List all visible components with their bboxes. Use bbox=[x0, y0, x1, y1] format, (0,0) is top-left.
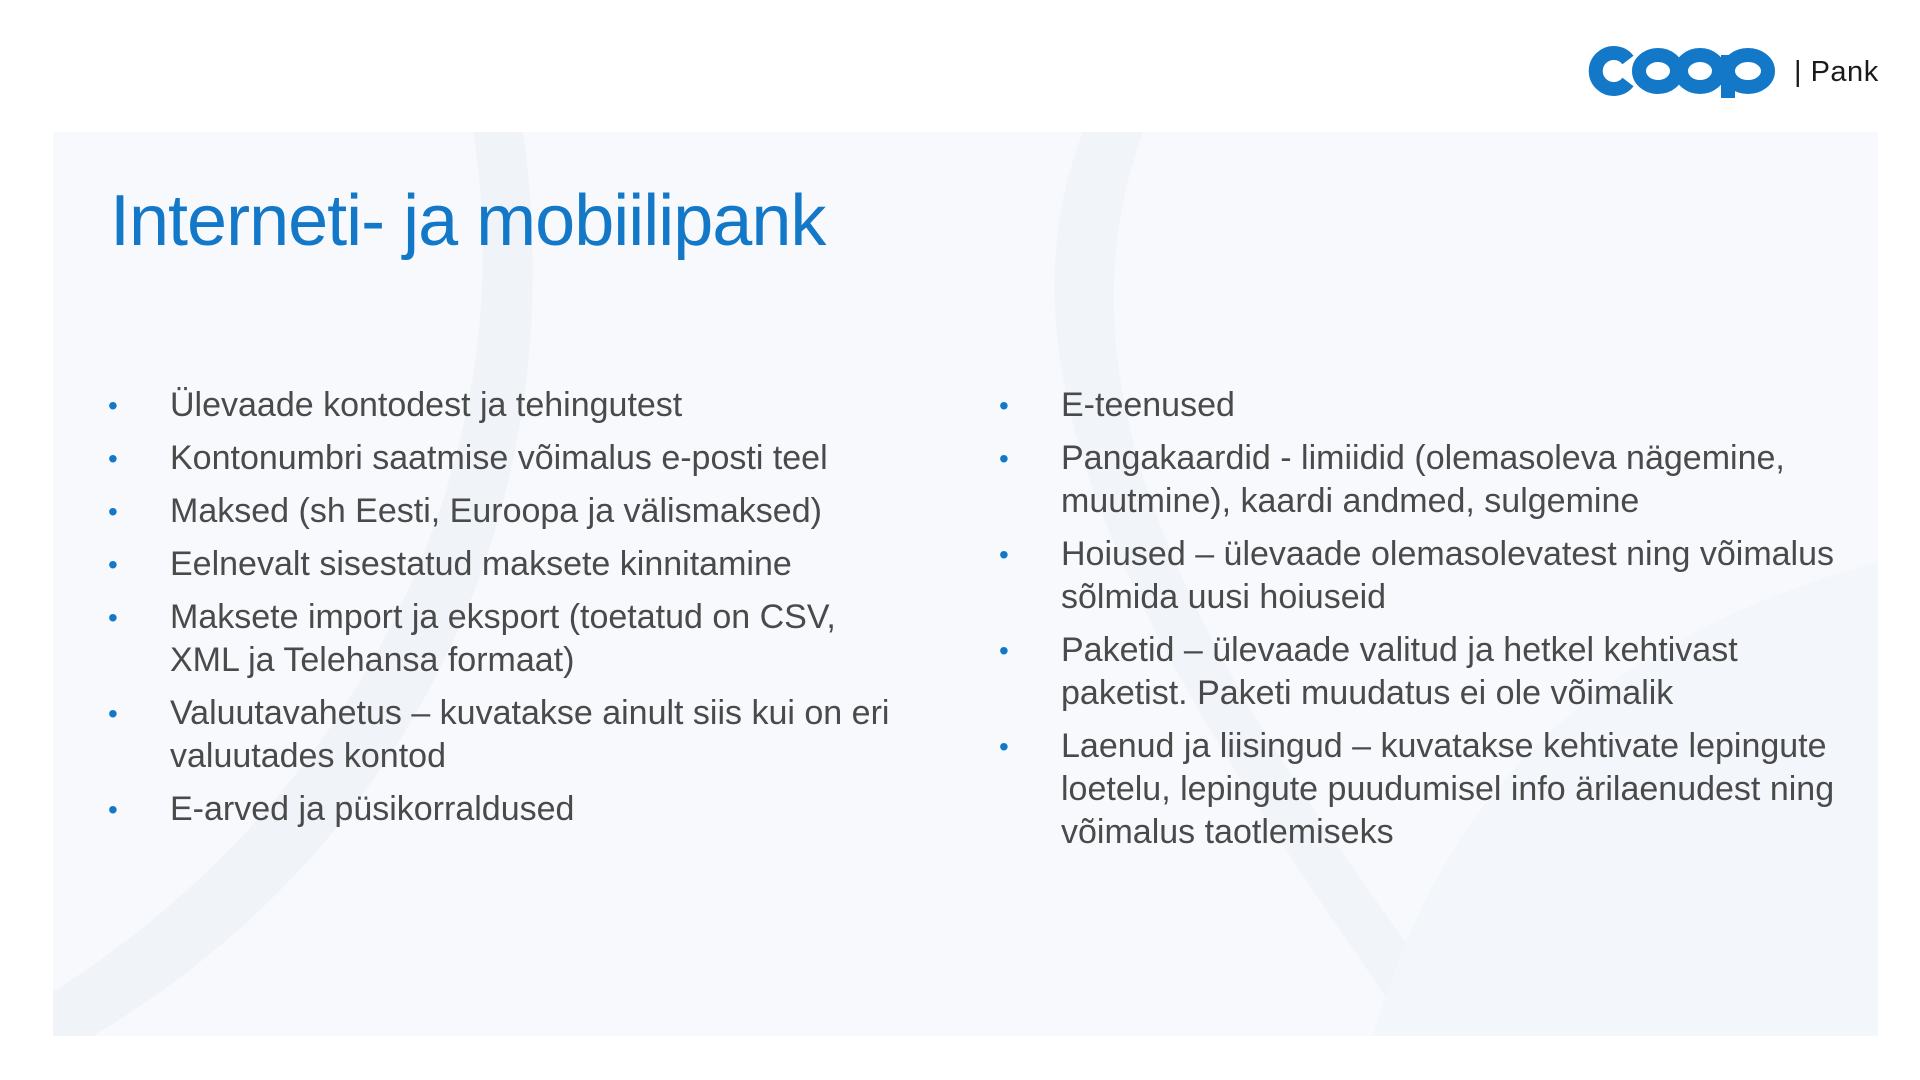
pank-label: | Pank bbox=[1794, 55, 1879, 88]
list-item bbox=[999, 384, 1859, 427]
bullet-icon: • bbox=[999, 539, 1009, 570]
list-item-text: Valuutavahetus – kuvatakse ainult siis kui on eri valuutades kontod bbox=[170, 694, 890, 775]
list-item-text: Eelnevalt sisestatud maksete kinnitamine bbox=[170, 545, 792, 583]
list-item bbox=[108, 490, 908, 533]
list-item bbox=[108, 692, 908, 778]
list-item-text: Pangakaardid - limiidid (olemasoleva nägemine, muutmine), kaardi andmed, sulgemine bbox=[1061, 439, 1785, 520]
bullet-icon: • bbox=[108, 549, 118, 580]
list-item bbox=[999, 629, 1859, 715]
list-item bbox=[108, 543, 908, 586]
bullet-icon: • bbox=[108, 443, 118, 474]
list-item bbox=[108, 437, 908, 480]
list-item-text: E-arved ja püsikorraldused bbox=[170, 790, 575, 828]
bullet-icon: • bbox=[108, 602, 118, 633]
list-item-text: Maksed (sh Eesti, Euroopa ja välismaksed) bbox=[170, 492, 822, 530]
right-bullet-list bbox=[999, 384, 1859, 864]
left-bullet-list bbox=[108, 384, 908, 841]
list-item-text: Ülevaade kontodest ja tehingutest bbox=[170, 386, 683, 424]
list-item-text: Kontonumbri saatmise võimalus e-posti teel bbox=[170, 439, 828, 477]
list-item-text: Maksete import ja eksport (toetatud on CSV, XML ja Telehansa formaat) bbox=[170, 598, 836, 679]
bullet-icon: • bbox=[999, 635, 1009, 666]
list-item bbox=[999, 437, 1859, 523]
list-item-text: Hoiused – ülevaade olemasolevatest ning võimalus sõlmida uusi hoiuseid bbox=[1061, 535, 1835, 616]
list-item-text: Paketid – ülevaade valitud ja hetkel kehtivast paketist. Paketi muudatus ei ole võimalik bbox=[1061, 631, 1738, 712]
bullet-icon: • bbox=[999, 443, 1009, 474]
bullet-icon: • bbox=[108, 496, 118, 527]
bullet-icon: • bbox=[999, 731, 1009, 762]
list-item bbox=[999, 725, 1859, 854]
bullet-icon: • bbox=[108, 794, 118, 825]
slide-title: Interneti- ja mobiilipank bbox=[110, 181, 826, 261]
bullet-icon: • bbox=[108, 698, 118, 729]
list-item bbox=[108, 596, 908, 682]
list-item-text: Laenud ja liisingud – kuvatakse kehtivate lepingute loetelu, lepingute puudumisel info ärilaenudest ning võimalus taotlemiseks bbox=[1061, 727, 1835, 851]
bullet-icon: • bbox=[999, 390, 1009, 421]
list-item bbox=[999, 533, 1859, 619]
coop-logo-icon bbox=[1588, 42, 1784, 98]
list-item bbox=[108, 788, 908, 831]
list-item-text: E-teenused bbox=[1061, 386, 1235, 424]
list-item bbox=[108, 384, 908, 427]
bullet-icon: • bbox=[108, 390, 118, 421]
coop-pank-logo bbox=[1588, 40, 1879, 100]
